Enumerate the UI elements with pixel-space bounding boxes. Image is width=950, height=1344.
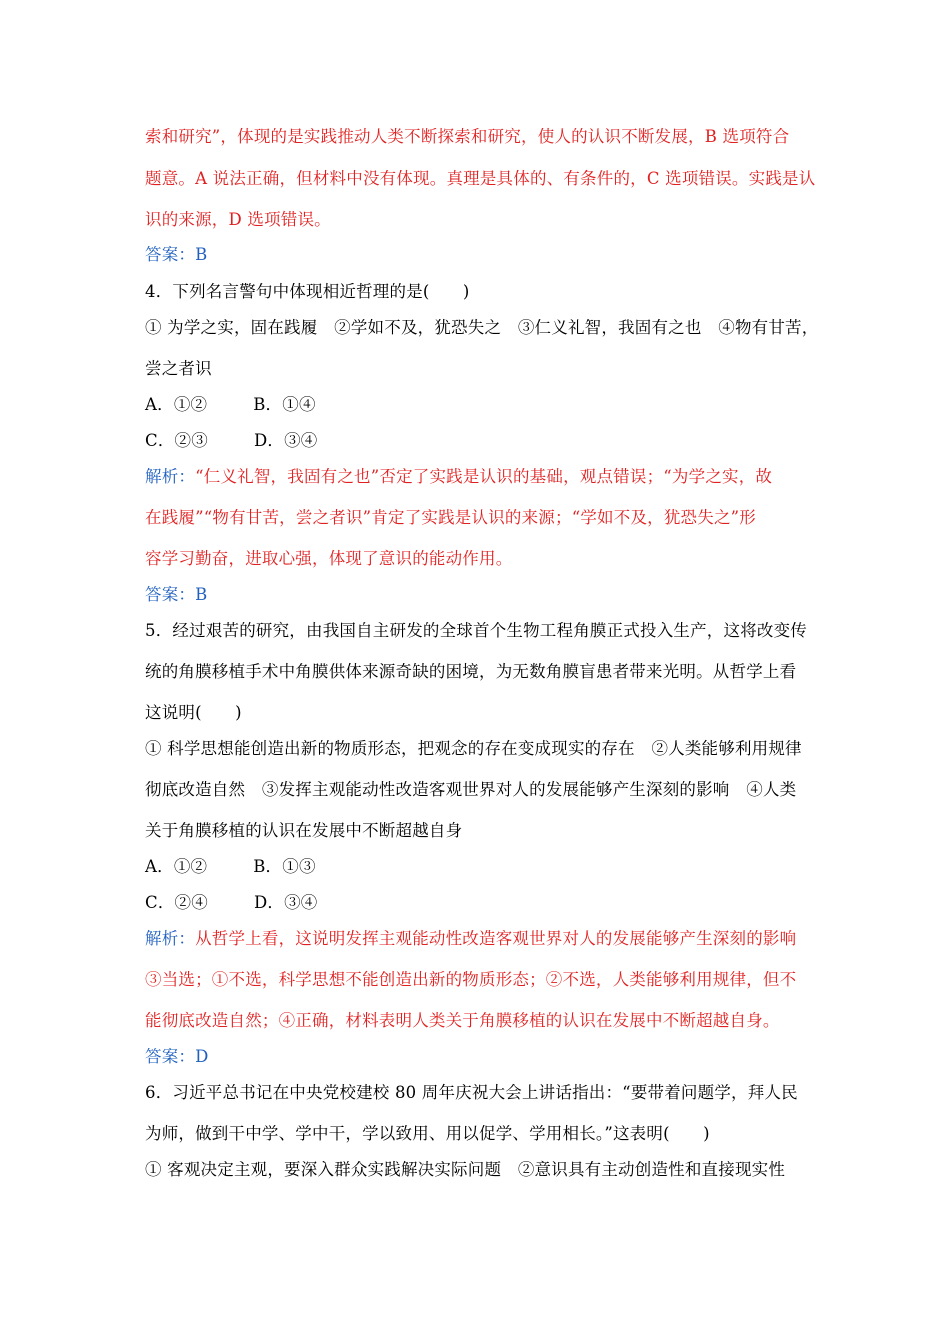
option-b: B．①④ [253,395,316,414]
q4-analysis-text: “仁义礼智，我固有之也”否定了实践是认识的基础，观点错误；“为学之实，故 [195,467,773,486]
q4-options-row-1 [145,395,316,415]
q3-analysis-line-3: 识的来源，D 选项错误。 [145,210,331,229]
q5-items-line-1: ① 科学思想能创造出新的物质形态，把观念的存在变成现实的存在 ②人类能够利用规律 [145,739,802,758]
q6-items-line-1: ① 客观决定主观，要深入群众实践解决实际问题 ②意识具有主动创造性和直接现实性 [145,1160,786,1179]
answer-label: 答案： [145,245,196,264]
q4-answer-value: B [195,585,208,604]
q4-options-row-2 [145,431,317,451]
analysis-label: 解析： [145,929,196,948]
q3-answer-value: B [195,245,208,264]
option-b: B．①③ [253,857,316,876]
q4-analysis-line-3: 容学习勤奋，进取心强，体现了意识的能动作用。 [145,549,513,568]
q4-analysis-line-1 [145,467,772,487]
q4-analysis-line-2: 在践履”“物有甘苦，尝之者识”肯定了实践是认识的来源；“学如不及，犹恐失之”形 [145,508,756,527]
option-d: D．③④ [253,893,318,912]
q5-items-line-2: 彻底改造自然 ③发挥主观能动性改造客观世界对人的发展能够产生深刻的影响 ④人类 [145,780,797,799]
answer-label: 答案： [145,1047,196,1066]
option-c: C．②③ [145,431,208,450]
q5-analysis-line-3: 能彻底改造自然；④正确，材料表明人类关于角膜移植的认识在发展中不断超越自身。 [145,1011,780,1030]
q4-stem: 4．下列名言警句中体现相近哲理的是( ) [145,282,470,301]
q5-analysis-line-1 [145,929,796,949]
q5-options-row-2 [145,893,317,913]
option-c: C．②④ [145,893,208,912]
q5-stem-line-3: 这说明( ) [145,703,242,722]
q3-answer-row [145,245,207,265]
q6-stem-line-2: 为师，做到干中学、学中干，学以致用、用以促学、学用相长。”这表明( ) [145,1124,710,1143]
q5-answer-row [145,1047,209,1067]
q5-answer-value: D [195,1047,209,1066]
q5-items-line-3: 关于角膜移植的认识在发展中不断超越自身 [145,821,463,840]
q4-items-line-2: 尝之者识 [145,359,212,378]
option-d: D．③④ [253,431,318,450]
q5-stem-line-2: 统的角膜移植手术中角膜供体来源奇缺的困境，为无数角膜盲患者带来光明。从哲学上看 [145,662,797,681]
q5-analysis-line-2: ③当选；①不选，科学思想不能创造出新的物质形态；②不选，人类能够利用规律，但不 [145,970,797,989]
q3-analysis-line-1: 索和研究”，体现的是实践推动人类不断探索和研究，使人的认识不断发展，B 选项符合 [145,127,790,146]
analysis-label: 解析： [145,467,196,486]
option-a: A．①② [145,395,208,414]
q4-answer-row [145,585,207,605]
q5-analysis-text: 从哲学上看，这说明发挥主观能动性改造客观世界对人的发展能够产生深刻的影响 [195,929,797,948]
q6-stem-line-1: 6．习近平总书记在中央党校建校 80 周年庆祝大会上讲话指出：“要带着问题学，拜人民 [145,1083,798,1102]
answer-label: 答案： [145,585,196,604]
q3-analysis-line-2: 题意。A 说法正确，但材料中没有体现。真理是具体的、有条件的，C 选项错误。实践是认 [145,169,816,188]
option-a: A．①② [145,857,208,876]
q4-items-line-1: ① 为学之实，固在践履 ②学如不及，犹恐失之 ③仁义礼智，我固有之也 ④物有甘苦， [145,318,819,337]
q5-stem-line-1: 5．经过艰苦的研究，由我国自主研发的全球首个生物工程角膜正式投入生产，这将改变传 [145,621,807,640]
q5-options-row-1 [145,857,316,877]
